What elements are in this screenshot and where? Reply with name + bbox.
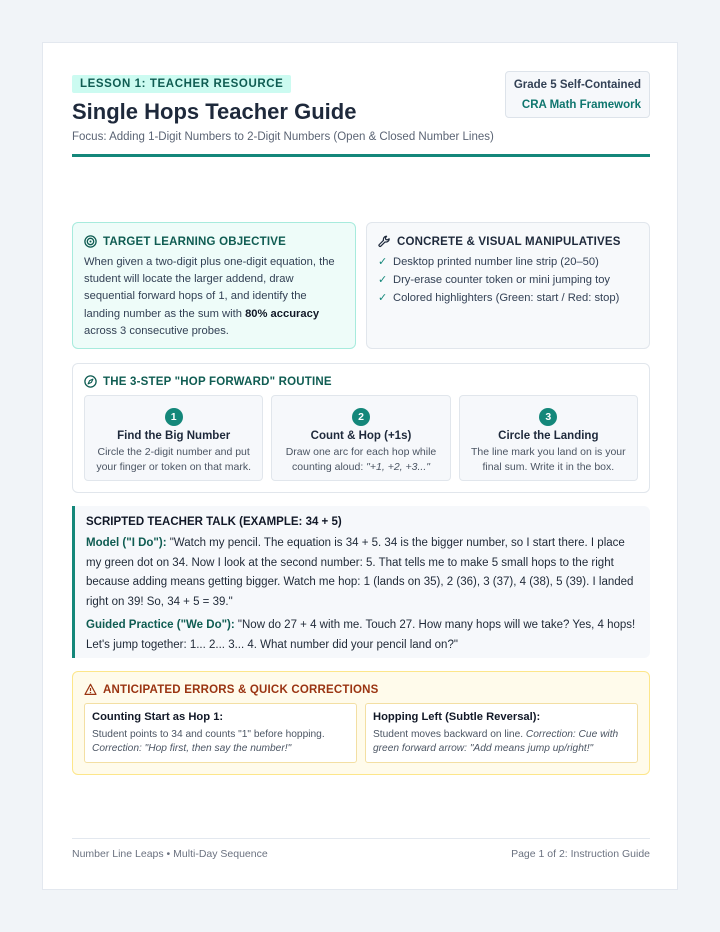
material-text: Dry-erase counter token or mini jumping toy: [393, 274, 611, 286]
error-correction: Correction: "Hop first, then say the number!": [92, 743, 292, 754]
objective-text-end: across 3 consecutive probes.: [84, 324, 229, 337]
target-icon: [84, 235, 97, 248]
routine-card: [72, 363, 650, 493]
lesson-tag: LESSON 1: TEACHER RESOURCE: [72, 75, 291, 93]
step-description: [85, 445, 262, 475]
objective-text-start: When given a two-digit plus one-digit equation, the student will locate the larger addend, draw sequential forward hops of 1, and identify the landing number as the sum with: [84, 256, 335, 320]
page-subtitle: Focus: Adding 1-Digit Numbers to 2-Digit Numbers (Open & Closed Number Lines): [72, 131, 494, 143]
step-desc-text: Draw one arc for each hop while counting aloud:: [285, 446, 437, 473]
materials-card: [366, 222, 650, 349]
guided-label: Guided Practice ("We Do"):: [86, 619, 235, 631]
materials-heading-text: CONCRETE & VISUAL MANIPULATIVES: [397, 235, 621, 248]
error-item: [84, 703, 357, 763]
material-text: Desktop printed number line strip (20–50): [393, 256, 599, 268]
objective-heading: [84, 235, 344, 248]
list-item: [378, 271, 638, 289]
step-number: 3: [539, 408, 557, 426]
routine-heading-text: THE 3-STEP "HOP FORWARD" ROUTINE: [103, 375, 332, 388]
model-text: "Watch my pencil. The equation is 34 + 5. 34 is the bigger number, so I start there. I place my green dot on 34. Now I look at the second number: 5. That tells me to make 5 small hops to the right because adding means getting bigger. Watch me hop: 1 (lands on 35), 2 (36), 3 (37), 4 (38), 5 (39). I landed right on 39! So, 34 + 5 = 39.": [86, 537, 634, 608]
step-number: 2: [352, 408, 370, 426]
material-text: Colored highlighters (Green: start / Red: stop): [393, 292, 620, 304]
step-card: [271, 395, 450, 481]
step-title: Count & Hop (+1s): [310, 430, 412, 442]
check-icon: ✓: [378, 292, 388, 304]
page-number: Page 1 of 2: Instruction Guide: [511, 848, 650, 860]
error-description: [373, 728, 630, 756]
error-item: [365, 703, 638, 763]
guided-paragraph: [86, 616, 638, 655]
errors-list: [84, 703, 638, 763]
step-description: [460, 445, 637, 475]
teacher-script-card: [72, 506, 650, 658]
list-item: [378, 289, 638, 307]
errors-card: [72, 671, 650, 775]
header: [72, 74, 650, 143]
step-number: 1: [165, 408, 183, 426]
objective-heading-text: TARGET LEARNING OBJECTIVE: [103, 235, 287, 248]
guided-text: "Now do 27 + 4 with me. Touch 27. How many hops will we take? Yes, 4 hops! Let's jump together: 1... 2... 3... 4. What number did your pencil land on?": [86, 619, 636, 651]
materials-heading: [378, 235, 638, 248]
step-title: Circle the Landing: [498, 430, 599, 442]
objective-accuracy: 80% accuracy: [245, 307, 320, 320]
errors-heading-text: ANTICIPATED ERRORS & QUICK CORRECTIONS: [103, 683, 379, 696]
error-desc-text: Student points to 34 and counts "1" before hopping.: [92, 729, 325, 740]
routine-heading: [84, 375, 638, 388]
page-title: Single Hops Teacher Guide: [72, 99, 357, 124]
warning-icon: [84, 683, 97, 696]
wrench-icon: [378, 235, 391, 248]
compass-icon: [84, 375, 97, 388]
list-item: [378, 253, 638, 271]
objective-card: [72, 222, 356, 349]
grade-label: Grade 5 Self-Contained: [513, 79, 641, 91]
errors-heading: [84, 683, 638, 696]
check-icon: ✓: [378, 274, 388, 286]
step-card: [459, 395, 638, 481]
routine-steps: [84, 395, 638, 481]
objective-text: [84, 254, 344, 340]
error-correction: Correction: Cue with green forward arrow: "Add means jump up/right!": [373, 729, 619, 754]
check-icon: ✓: [378, 256, 388, 268]
step-description: [272, 445, 449, 475]
step-card: [84, 395, 263, 481]
step-desc-text: The line mark you land on is your final sum. Write it in the box.: [470, 446, 626, 473]
error-title: Counting Start as Hop 1:: [92, 711, 224, 723]
footer-divider: [72, 838, 650, 839]
header-divider: [72, 154, 650, 157]
error-description: [92, 728, 349, 756]
step-desc-text: Circle the 2-digit number and put your finger or token on that mark.: [96, 446, 251, 473]
footer: [72, 848, 650, 860]
model-label: Model ("I Do"):: [86, 537, 167, 549]
error-title: Hopping Left (Subtle Reversal):: [373, 711, 541, 723]
step-title: Find the Big Number: [117, 430, 231, 442]
model-paragraph: [86, 534, 638, 612]
script-heading: SCRIPTED TEACHER TALK (EXAMPLE: 34 + 5): [86, 516, 342, 528]
document-page: [42, 42, 678, 890]
step-desc-italic: "+1, +2, +3...": [366, 461, 430, 473]
framework-label: CRA Math Framework: [521, 99, 641, 111]
footer-left: Number Line Leaps • Multi-Day Sequence: [72, 848, 268, 860]
error-desc-text: Student moves backward on line.: [373, 729, 526, 740]
grade-box: [505, 71, 650, 118]
materials-list: [378, 253, 638, 307]
